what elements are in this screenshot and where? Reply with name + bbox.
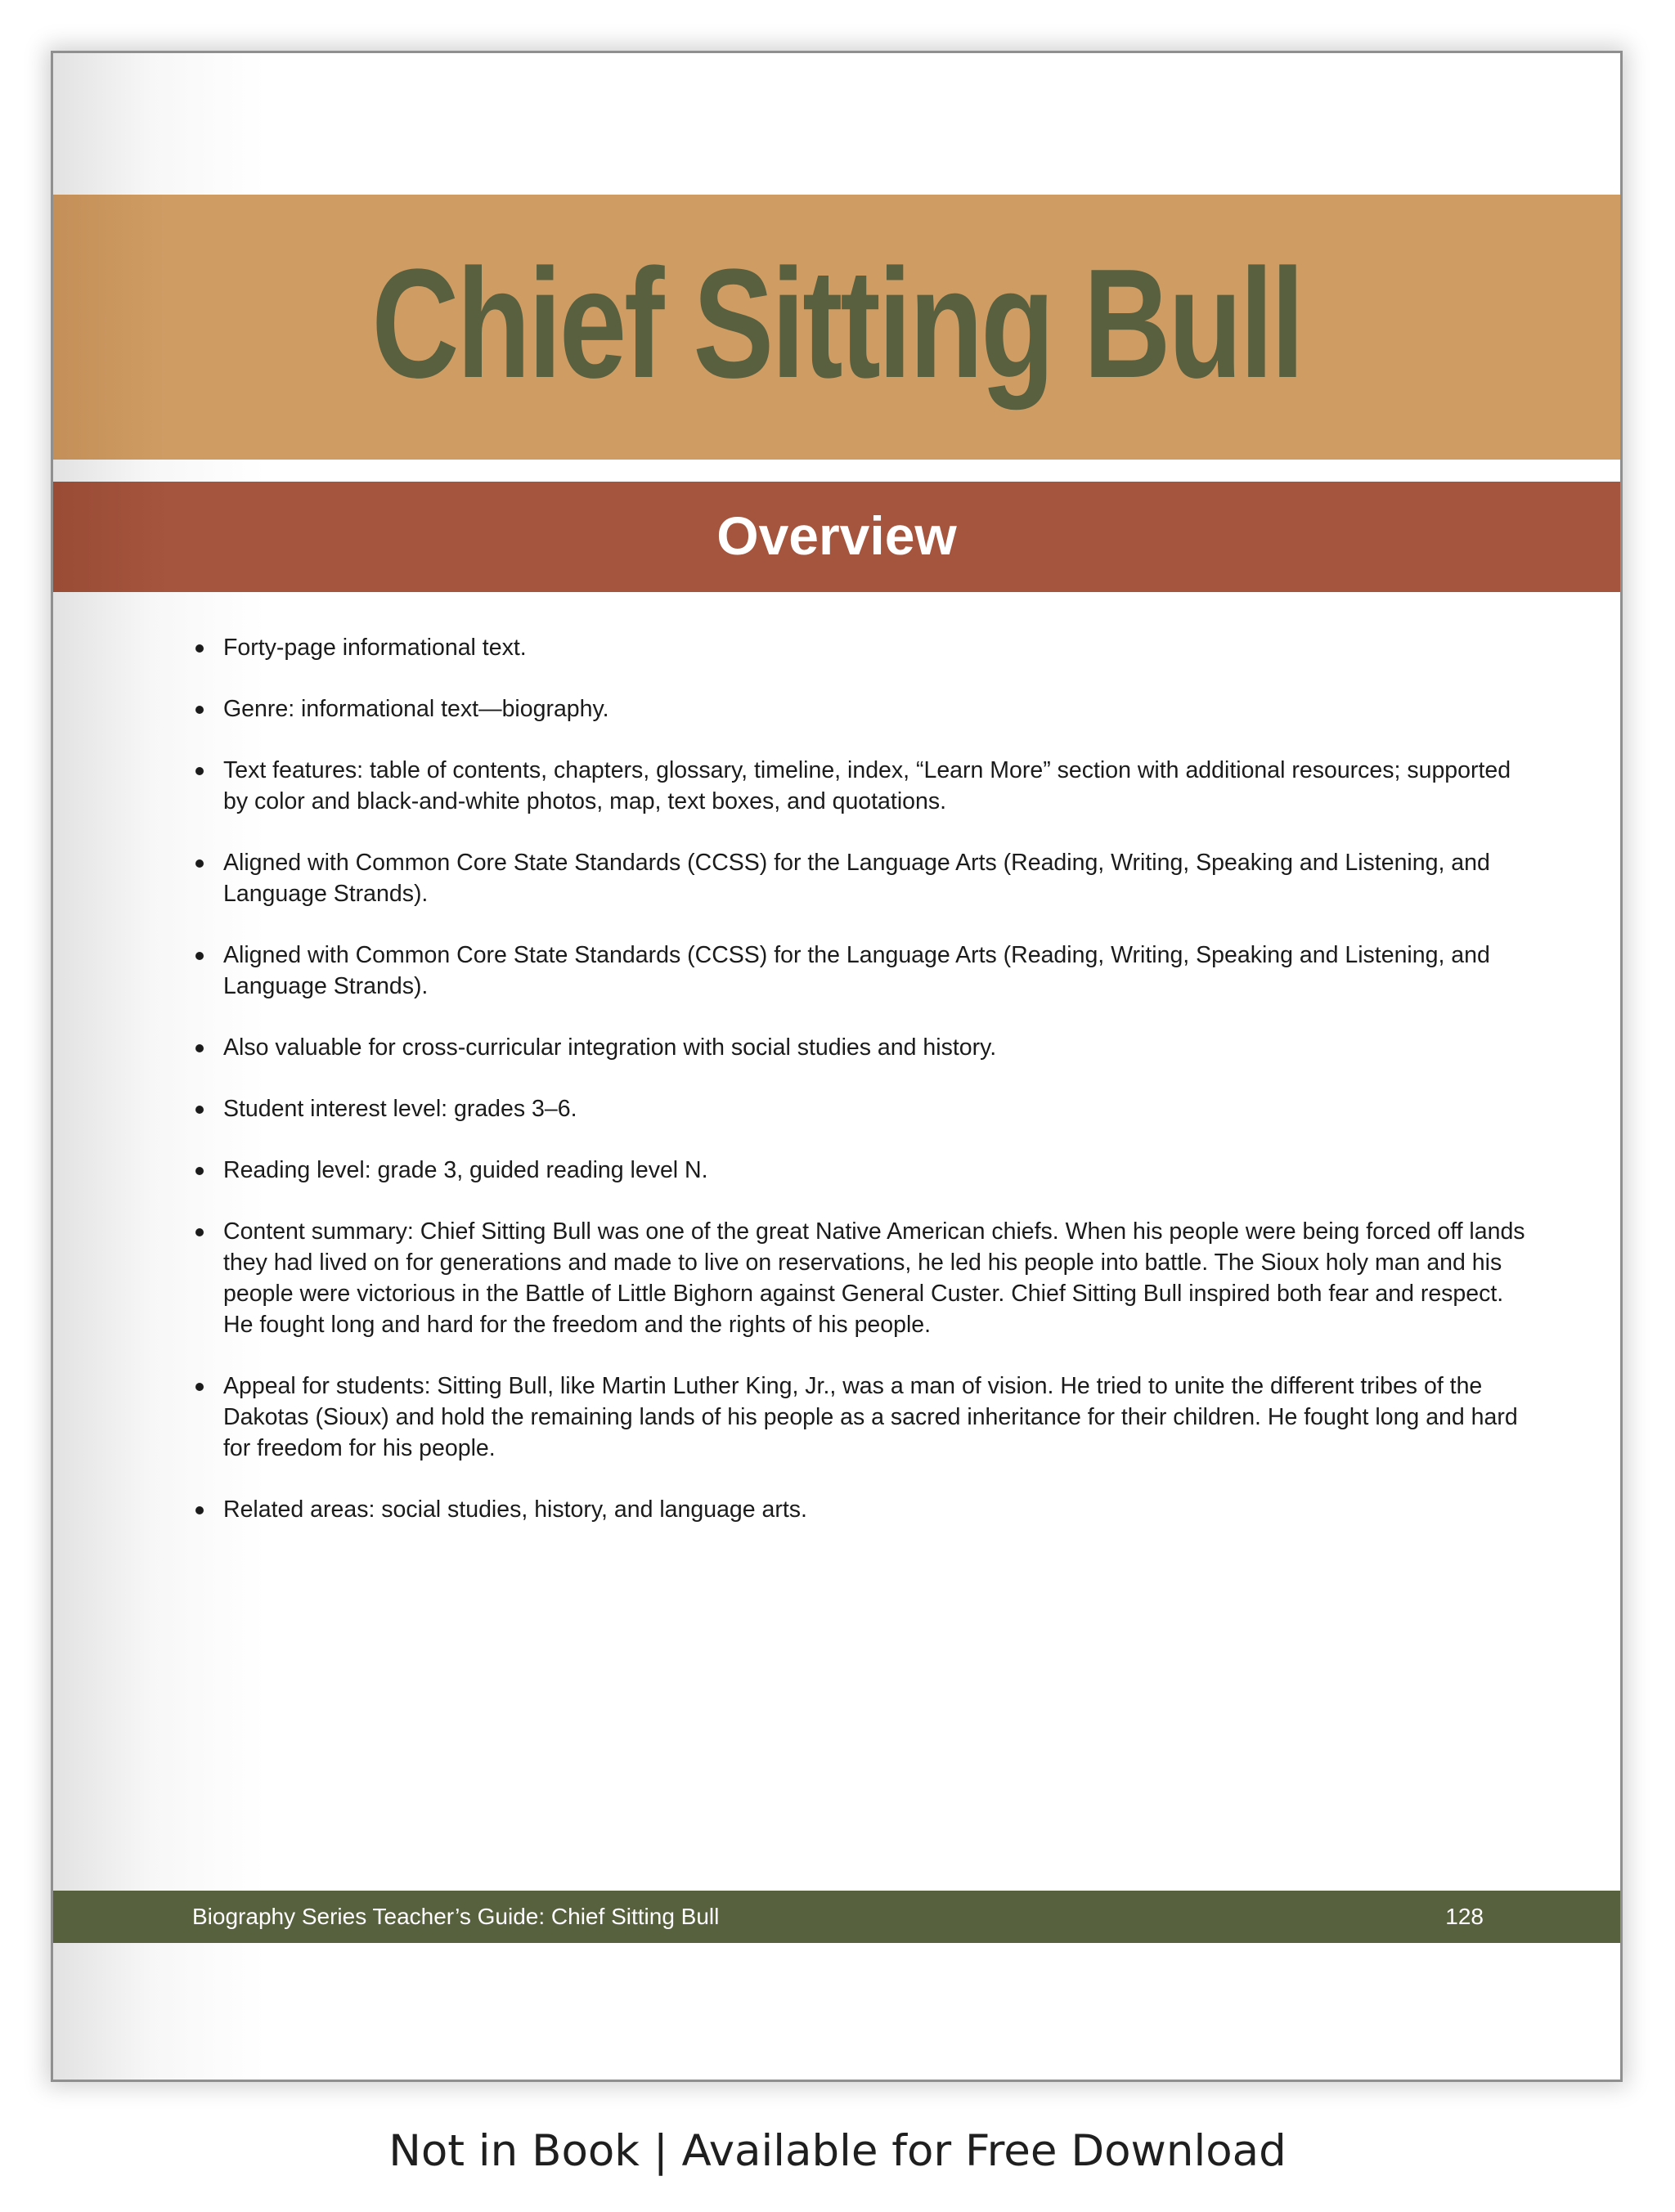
document-page (51, 51, 1623, 2082)
list-item: Content summary: Chief Sitting Bull was one of the great Native American chiefs. When his people were being forced off lands they had lived on for generations and made to live on reservations, he led his people into battle. The Sioux holy man and his people were victorious in the Battle of Little Bighorn against General Custer. Chief Sitting Bull inspired both fear and respect. He fought long and hard for the freedom and the rights of his people. (192, 1216, 1525, 1340)
page-number: 128 (1445, 1904, 1484, 1929)
list-item: Aligned with Common Core State Standards (CCSS) for the Language Arts (Reading, Writing, Speaking and Listening, and Language Strands). (192, 847, 1525, 909)
list-item: Related areas: social studies, history, and language arts. (192, 1494, 1525, 1525)
section-heading: Overview (716, 505, 957, 566)
list-item: Also valuable for cross-curricular integration with social studies and history. (192, 1032, 1525, 1063)
list-item: Text features: table of contents, chapters, glossary, timeline, index, “Learn More” section with additional resources; supported by color and black-and-white photos, map, text boxes, and quotations. (192, 755, 1525, 817)
list-item: Appeal for students: Sitting Bull, like Martin Luther King, Jr., was a man of vision. He tried to unite the different tribes of the Dakotas (Sioux) and hold the remaining lands of his people as a sacred inheritance for their children. He fought long and hard for freedom for his people. (192, 1371, 1525, 1464)
page-title: Chief Sitting Bull (371, 237, 1302, 411)
list-item: Genre: informational text—biography. (192, 693, 1525, 725)
list-item: Reading level: grade 3, guided reading level N. (192, 1155, 1525, 1186)
list-item: Aligned with Common Core State Standards (CCSS) for the Language Arts (Reading, Writing, Speaking and Listening, and Language Strands). (192, 940, 1525, 1002)
list-item: Forty-page informational text. (192, 632, 1525, 663)
footer-title: Biography Series Teacher’s Guide: Chief Sitting Bull (192, 1904, 720, 1929)
overview-list (192, 632, 1525, 1555)
download-caption: Not in Book | Available for Free Download (388, 2126, 1287, 2176)
section-banner (53, 482, 1620, 592)
list-item: Student interest level: grades 3–6. (192, 1093, 1525, 1124)
footer-bar (53, 1891, 1620, 1943)
title-banner (53, 195, 1620, 460)
